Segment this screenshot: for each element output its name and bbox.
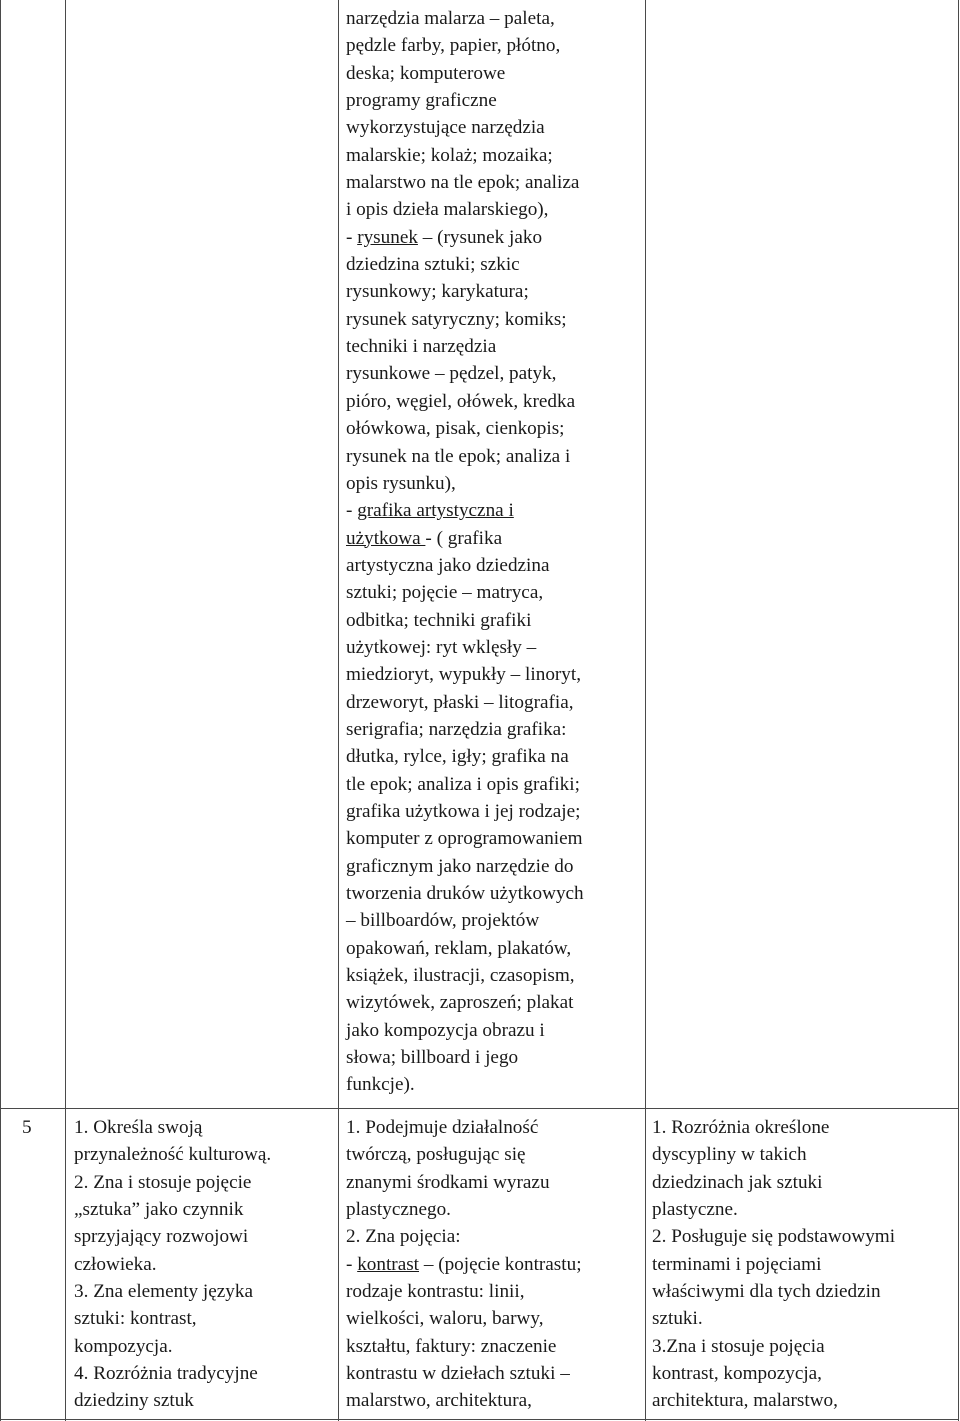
text-line: opakowań, reklam, plakatów, <box>346 937 572 959</box>
text-line: kształtu, faktury: znaczenie <box>346 1335 557 1357</box>
text-line: 1. Podejmuje działalność <box>346 1117 539 1138</box>
text-line: pióro, węgiel, ołówek, kredka <box>346 390 576 412</box>
text-line: jako kompozycja obrazu i <box>346 1019 545 1041</box>
text-line: kontrastu w dziełach sztuki – <box>346 1363 570 1385</box>
text-line: sztuki: kontrast, <box>74 1308 197 1330</box>
text-line: – (pojęcie kontrastu; <box>419 1253 582 1275</box>
text-line: słowa; billboard i jego <box>346 1047 519 1069</box>
text-line: programy graficzne <box>346 90 497 112</box>
text-line: - <box>346 500 358 522</box>
text-line: – (rysunek jako <box>417 226 543 248</box>
text-line: - ( grafika <box>425 527 503 549</box>
text-line: dziedzinach jak sztuki <box>652 1171 823 1193</box>
text-line: rysunkowy; karykatura; <box>346 281 529 303</box>
text-line: - <box>346 1253 358 1275</box>
text-line: malarskie; kolaż; mozaika; <box>346 144 553 166</box>
text-line: - <box>346 226 358 248</box>
text-line: i opis dzieła malarskiego), <box>346 199 549 221</box>
text-line: dziedziny sztuk <box>74 1390 194 1412</box>
text-line: drzeworyt, płaski – litografia, <box>346 691 574 713</box>
text-line: dyscypliny w takich <box>652 1144 807 1166</box>
text-line: właściwymi dla tych dziedzin <box>652 1281 881 1303</box>
term-rysunek: rysunek <box>357 226 418 248</box>
text-line: człowieka. <box>74 1253 157 1275</box>
text-line: sprzyjający rozwojowi <box>74 1226 249 1248</box>
text-line: pędzle farby, papier, płótno, <box>346 35 561 57</box>
text-line: 3.Zna i stosuje pojęcia <box>652 1335 825 1357</box>
table-divider-2 <box>338 0 339 1421</box>
text-line: 1. Określa swoją <box>74 1117 203 1138</box>
text-line: dziedzina sztuki; szkic <box>346 254 520 276</box>
text-line: rodzaje kontrastu: linii, <box>346 1281 525 1303</box>
text-line: 2. Posługuje się podstawowymi <box>652 1226 896 1248</box>
text-line: miedzioryt, wypukły – linoryt, <box>346 664 582 686</box>
text-line: graficznym jako narzędzie do <box>346 855 574 877</box>
text-line: malarstwo na tle epok; analiza <box>346 172 580 194</box>
text-line: przynależność kulturową. <box>74 1144 272 1166</box>
text-line: 4. Rozróżnia tradycyjne <box>74 1363 258 1385</box>
text-line: deska; komputerowe <box>346 62 506 84</box>
text-line: sztuki. <box>652 1308 703 1330</box>
text-line: terminami i pojęciami <box>652 1253 822 1275</box>
table-border-left <box>0 0 1 1421</box>
text-line: komputer z oprogramowaniem <box>346 828 583 850</box>
text-line: dłutka, rylce, igły; grafika na <box>346 746 569 768</box>
text-line: funkcje). <box>346 1074 415 1096</box>
objectives-cell <box>74 1114 336 1415</box>
text-line: wielkości, waloru, barwy, <box>346 1308 544 1330</box>
text-line: tle epok; analiza i opis grafiki; <box>346 773 580 795</box>
text-line: ołówkowa, pisak, cienkopis; <box>346 418 565 440</box>
text-line: 1. Rozróżnia określone <box>652 1117 830 1138</box>
text-line: rysunkowe – pędzel, patyk, <box>346 363 557 385</box>
top-row-content-cell <box>346 5 642 1099</box>
text-line: 3. Zna elementy języka <box>74 1281 254 1303</box>
text-line: rysunek satyryczny; komiks; <box>346 308 567 330</box>
term-kontrast: kontrast <box>357 1253 420 1275</box>
text-line: kontrast, kompozycja, <box>652 1363 822 1385</box>
text-line: kompozycja. <box>74 1335 173 1357</box>
text-line: artystyczna jako dziedzina <box>346 554 550 576</box>
term-grafika: grafika artystyczna i <box>357 500 514 522</box>
text-line: plastyczne. <box>652 1199 738 1221</box>
content-cell <box>346 1114 642 1415</box>
text-line: techniki i narzędzia <box>346 336 497 358</box>
text-line: rysunek na tle epok; analiza i <box>346 445 571 467</box>
text-line: odbitka; techniki grafiki <box>346 609 532 631</box>
text-line: wykorzystujące narzędzia <box>346 117 545 139</box>
text-line: 2. Zna pojęcia: <box>346 1226 461 1248</box>
text-line: malarstwo, architektura, <box>346 1390 532 1412</box>
text-line: narzędzia malarza – paleta, <box>346 8 555 29</box>
text-line: wizytówek, zaproszeń; plakat <box>346 992 574 1014</box>
row-separator <box>0 1108 959 1109</box>
row-number: 5 <box>22 1117 32 1138</box>
term-uzytkowa: użytkowa <box>346 527 426 549</box>
table-divider-3 <box>645 0 646 1421</box>
text-line: serigrafia; narzędzia grafika: <box>346 718 567 740</box>
table-divider-1 <box>65 0 66 1421</box>
outcomes-cell <box>652 1114 957 1415</box>
text-line: twórczą, posługując się <box>346 1144 526 1166</box>
text-line: książek, ilustracji, czasopism, <box>346 965 575 987</box>
text-line: 2. Zna i stosuje pojęcie <box>74 1171 252 1193</box>
text-line: – billboardów, projektów <box>346 910 540 932</box>
text-line: użytkowej: ryt wklęsły – <box>346 636 537 658</box>
text-line: tworzenia druków użytkowych <box>346 883 584 904</box>
text-line: znanymi środkami wyrazu <box>346 1171 550 1193</box>
text-line: plastycznego. <box>346 1199 451 1221</box>
text-line: architektura, malarstwo, <box>652 1390 838 1412</box>
table-border-bottom <box>0 1419 959 1420</box>
text-line: opis rysunku), <box>346 472 456 494</box>
text-line: „sztuka” jako czynnik <box>74 1199 244 1221</box>
text-line: sztuki; pojęcie – matryca, <box>346 582 544 604</box>
table-border-right <box>958 0 959 1421</box>
text-line: grafika użytkowa i jej rodzaje; <box>346 800 581 822</box>
